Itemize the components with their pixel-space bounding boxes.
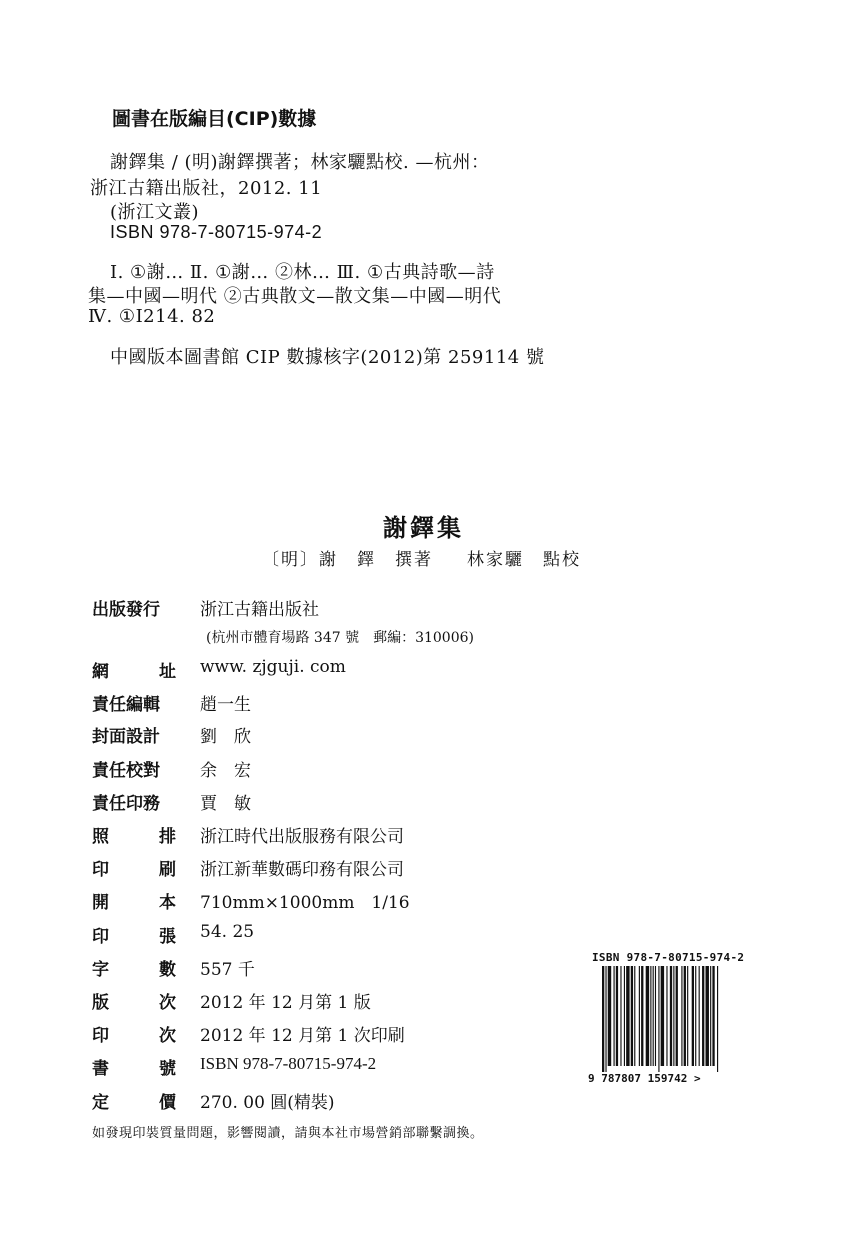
barcode-digits: 9 787807 159742 > bbox=[588, 1072, 701, 1085]
barcode-bar bbox=[639, 966, 640, 1066]
barcode-bar bbox=[670, 966, 672, 1066]
print-manager-value: 賈 敏 bbox=[200, 794, 251, 814]
cover-design-value: 劉 欣 bbox=[200, 727, 251, 747]
editor-credit: 林家驪 點校 bbox=[467, 550, 581, 570]
editor-label: 責任編輯 bbox=[92, 695, 160, 715]
barcode-bar bbox=[717, 966, 718, 1072]
printer-label: 印 刷 bbox=[92, 860, 176, 880]
barcode-bar bbox=[666, 966, 667, 1066]
quality-notice: 如發現印裝質量問題，影響閱讀，請與本社市場營銷部聯繫調換。 bbox=[92, 1126, 484, 1141]
barcode-bar bbox=[631, 966, 633, 1066]
barcode-bar bbox=[616, 966, 618, 1066]
impression-value: 2012 年 12 月第 1 次印刷 bbox=[200, 1026, 405, 1046]
barcode-bar bbox=[692, 966, 694, 1066]
barcode-bar bbox=[605, 966, 606, 1072]
barcode-bar bbox=[646, 966, 649, 1066]
barcode-bar bbox=[673, 966, 674, 1066]
barcode-bar bbox=[641, 966, 643, 1066]
barcode bbox=[600, 966, 750, 1076]
barcode-bar bbox=[650, 966, 651, 1066]
barcode-bar bbox=[658, 966, 659, 1072]
sheets-label: 印 張 bbox=[92, 927, 176, 947]
author-credit: 〔明〕謝 鐸 撰著 bbox=[262, 550, 433, 570]
barcode-bar bbox=[661, 966, 664, 1066]
barcode-bar bbox=[687, 966, 688, 1066]
editor-value: 趙一生 bbox=[200, 695, 251, 715]
isbn-value: ISBN 978-7-80715-974-2 bbox=[200, 1054, 377, 1073]
cip-line: ISBN 978-7-80715-974-2 bbox=[110, 222, 323, 242]
typesetting-label: 照 排 bbox=[92, 827, 176, 847]
cip-line: 中國版本圖書館 CIP 數據核字(2012)第 259114 號 bbox=[110, 347, 545, 368]
barcode-bar bbox=[655, 966, 656, 1066]
cip-line: Ⅳ. ①I214. 82 bbox=[88, 306, 216, 327]
publisher-value: 浙江古籍出版社 bbox=[200, 600, 319, 620]
website-value: www. zjguji. com bbox=[200, 657, 346, 677]
publisher-address: (杭州市體育場路 347 號 郵編：310006) bbox=[206, 630, 474, 646]
barcode-bar bbox=[624, 966, 625, 1066]
cip-line: 浙江古籍出版社，2012. 11 bbox=[90, 178, 323, 199]
edition-value: 2012 年 12 月第 1 版 bbox=[200, 993, 371, 1013]
barcode-bar bbox=[602, 966, 604, 1072]
publisher-label: 出版發行 bbox=[92, 600, 160, 620]
barcode-bar bbox=[695, 966, 696, 1066]
barcode-bar bbox=[702, 966, 704, 1066]
barcode-bar bbox=[614, 966, 615, 1066]
proofreader-label: 責任校對 bbox=[92, 761, 160, 781]
typesetting-value: 浙江時代出版服務有限公司 bbox=[200, 827, 404, 847]
book-authors bbox=[262, 545, 581, 570]
barcode-bar bbox=[626, 966, 629, 1066]
website-label: 網 址 bbox=[92, 662, 176, 682]
cip-line: Ⅰ. ①謝… Ⅱ. ①謝… ②林… Ⅲ. ①古典詩歌—詩 bbox=[110, 262, 495, 283]
barcode-bar bbox=[684, 966, 686, 1066]
edition-label: 版 次 bbox=[92, 993, 176, 1013]
isbn-label: 書 號 bbox=[92, 1059, 176, 1079]
format-value: 710mm×1000mm 1/16 bbox=[200, 893, 410, 913]
printer-value: 浙江新華數碼印務有限公司 bbox=[200, 860, 404, 880]
barcode-bar bbox=[681, 966, 682, 1066]
barcode-bar bbox=[608, 966, 611, 1066]
word-count-label: 字 數 bbox=[92, 960, 176, 980]
barcode-bar bbox=[620, 966, 621, 1066]
barcode-bar bbox=[634, 966, 635, 1066]
price-value: 270. 00 圓(精裝) bbox=[200, 1093, 335, 1113]
cip-line: 集—中國—明代 ②古典散文—散文集—中國—明代 bbox=[88, 286, 502, 307]
cip-title: 圖書在版編目(CIP)數據 bbox=[112, 108, 317, 130]
cip-line: (浙江文叢) bbox=[110, 202, 200, 223]
word-count-value: 557 千 bbox=[200, 960, 255, 980]
cover-design-label: 封面設計 bbox=[92, 727, 160, 747]
print-manager-label: 責任印務 bbox=[92, 794, 160, 814]
price-label: 定 價 bbox=[92, 1093, 176, 1113]
proofreader-value: 余 宏 bbox=[200, 761, 251, 781]
barcode-bar bbox=[712, 966, 714, 1066]
book-title: 謝鐸集 bbox=[383, 514, 464, 542]
barcode-isbn-text: ISBN 978-7-80715-974-2 bbox=[592, 951, 745, 964]
sheets-value: 54. 25 bbox=[200, 922, 255, 942]
impression-label: 印 次 bbox=[92, 1026, 176, 1046]
format-label: 開 本 bbox=[92, 893, 176, 913]
barcode-bar bbox=[676, 966, 678, 1066]
barcode-bar bbox=[699, 966, 700, 1066]
barcode-bar bbox=[710, 966, 711, 1066]
barcode-bar bbox=[706, 966, 709, 1066]
barcode-bar bbox=[653, 966, 654, 1066]
cip-line: 謝鐸集 / (明)謝鐸撰著；林家驪點校. —杭州： bbox=[110, 152, 490, 173]
